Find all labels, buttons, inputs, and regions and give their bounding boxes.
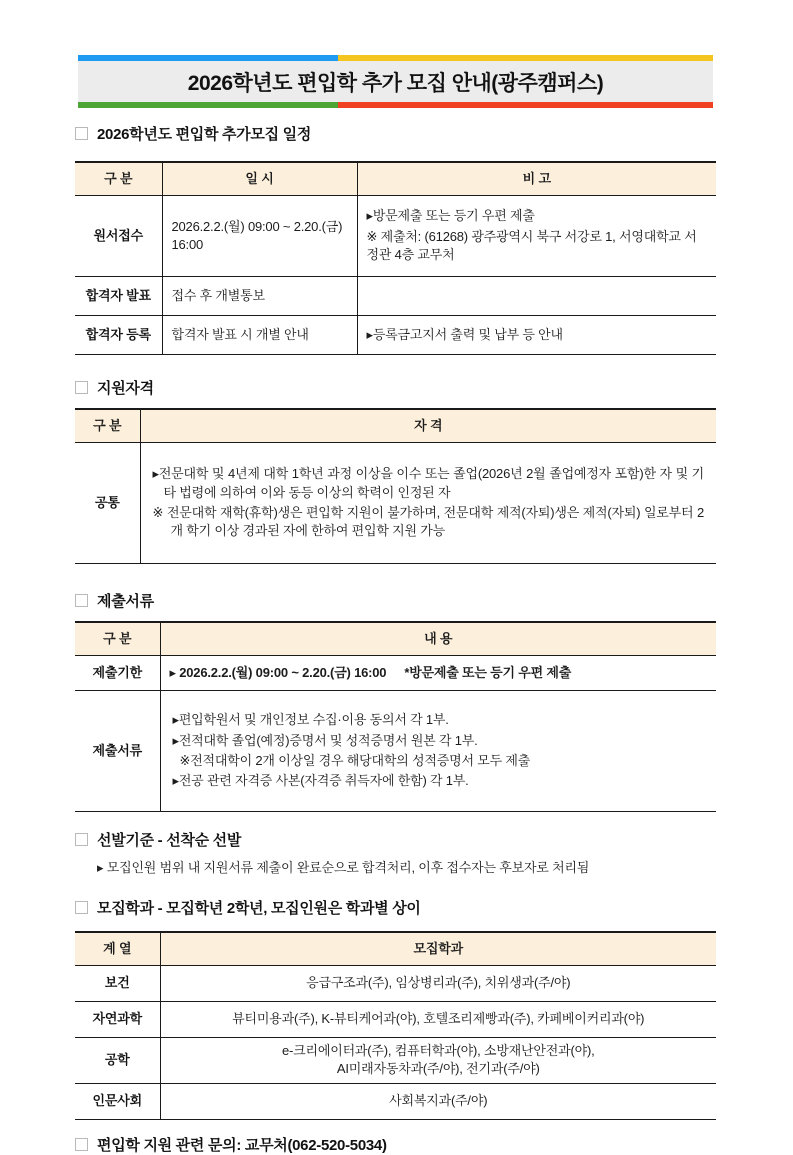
section-heading-eligibility-label: 지원자격	[97, 380, 154, 397]
schedule-col-header-note: 비 고	[357, 162, 716, 196]
schedule-row-note	[357, 196, 716, 277]
departments-col-header-category: 계 열	[75, 932, 160, 966]
banner-bottom-bar-red	[338, 102, 713, 108]
majors-line: e-크리에이터과(주), 컴퓨터학과(야), 소방재난안전과(야),	[281, 1043, 595, 1058]
checkbox-icon	[75, 833, 88, 846]
departments-table	[75, 931, 716, 1120]
eligibility-item: ※ 전문대학 재학(휴학)생은 편입학 지원이 불가하며, 전문대학 제적(자퇴)생은 제적(자퇴) 일로부터 2개 학기 이상 경과된 자에 한하여 편입학 지원 가능	[152, 505, 704, 539]
section-heading-schedule-label: 2026학년도 편입학 추가모집 일정	[97, 126, 312, 143]
document-item: ▸전적대학 졸업(예정)증명서 및 성적증명서 원본 각 1부.	[172, 732, 478, 748]
banner-top-bar-yellow	[338, 55, 713, 61]
checkbox-icon	[75, 901, 88, 914]
section-heading-departments	[75, 897, 716, 918]
table-row	[75, 656, 716, 691]
table-row	[75, 966, 716, 1002]
department-majors	[160, 1038, 716, 1084]
checkbox-icon	[75, 1138, 88, 1151]
schedule-row-label: 합격자 등록	[75, 316, 162, 355]
schedule-row-note	[357, 277, 716, 316]
department-category: 인문사회	[75, 1083, 160, 1119]
document-item: ▸편입학원서 및 개인정보 수집·이용 동의서 각 1부.	[172, 712, 449, 728]
eligibility-table	[75, 408, 716, 564]
documents-docs-list	[160, 691, 716, 812]
deadline-note-text: *방문제출 또는 등기 우편 제출	[404, 664, 572, 680]
department-majors: 응급구조과(주), 임상병리과(주), 치위생과(주/야)	[306, 975, 571, 991]
documents-deadline-label: 제출기한	[75, 656, 160, 691]
section-heading-eligibility	[75, 377, 716, 398]
documents-col-header-content: 내 용	[160, 622, 716, 656]
schedule-row-datetime: 접수 후 개별통보	[162, 277, 357, 316]
department-category: 공학	[75, 1038, 160, 1084]
eligibility-col-header-qualification: 자 격	[140, 409, 716, 443]
note-line: ▸방문제출 또는 등기 우편 제출	[366, 208, 535, 224]
document-item: ※전적대학이 2개 이상일 경우 해당대학의 성적증명서 모두 제출	[179, 753, 531, 768]
checkbox-icon	[75, 127, 88, 140]
documents-docs-label: 제출서류	[75, 691, 160, 812]
documents-table	[75, 621, 716, 812]
document-item: ▸전공 관련 자격증 사본(자격증 취득자에 한함) 각 1부.	[172, 773, 469, 789]
checkbox-icon	[75, 594, 88, 607]
department-category: 자연과학	[75, 1002, 160, 1038]
schedule-table	[75, 161, 716, 355]
schedule-row-label: 원서접수	[75, 196, 162, 277]
banner-bottom-bar	[78, 102, 713, 108]
page-title: 2026학년도 편입학 추가 모집 안내(광주캠퍼스)	[187, 71, 604, 95]
departments-col-header-majors: 모집학과	[160, 932, 716, 966]
section-heading-contact	[75, 1134, 716, 1155]
contact-heading-label: 편입학 지원 관련 문의: 교무처(062-520-5034)	[97, 1136, 387, 1154]
eligibility-row-label: 공통	[75, 443, 140, 564]
schedule-row-datetime: 2026.2.2.(월) 09:00 ~ 2.20.(금) 16:00	[162, 196, 357, 277]
table-row	[75, 443, 716, 564]
schedule-row-datetime: 합격자 발표 시 개별 안내	[162, 316, 357, 355]
banner-bottom-bar-green	[78, 102, 338, 108]
majors-line: AI미래자동차과(주/야), 전기과(주/야)	[336, 1061, 540, 1077]
eligibility-col-header-type: 구 분	[75, 409, 140, 443]
department-majors: 사회복지과(주/야)	[389, 1093, 488, 1109]
table-row	[75, 1083, 716, 1119]
section-heading-selection	[75, 829, 716, 850]
section-heading-documents	[75, 590, 716, 611]
table-row	[75, 1038, 716, 1084]
table-header-row	[75, 622, 716, 656]
schedule-col-header-type: 구 분	[75, 162, 162, 196]
department-category: 보건	[75, 966, 160, 1002]
checkbox-icon	[75, 381, 88, 394]
table-header-row	[75, 932, 716, 966]
banner-top-bar	[78, 55, 713, 61]
schedule-row-note: ▸등록금고지서 출력 및 납부 등 안내	[366, 326, 563, 342]
table-row	[75, 196, 716, 277]
eligibility-row-content	[140, 443, 716, 564]
documents-deadline-value	[160, 656, 716, 691]
section-heading-departments-label: 모집학과 - 모집학년 2학년, 모집인원은 학과별 상이	[97, 900, 421, 917]
section-heading-schedule	[75, 123, 716, 144]
eligibility-item: ▸전문대학 및 4년제 대학 1학년 과정 이상을 이수 또는 졸업(2026년 2월 졸업예정자 포함)한 자 및 기타 법령에 의하여 이와 동등 이상의 학력이 인정된 자	[152, 466, 704, 500]
title-banner	[78, 55, 713, 108]
schedule-col-header-datetime: 일 시	[162, 162, 357, 196]
table-row	[75, 691, 716, 812]
section-heading-documents-label: 제출서류	[97, 593, 154, 610]
table-header-row	[75, 162, 716, 196]
table-row	[75, 1002, 716, 1038]
documents-col-header-type: 구 분	[75, 622, 160, 656]
banner-band	[78, 61, 713, 102]
table-row	[75, 277, 716, 316]
selection-bullet: ▸ 모집인원 범위 내 지원서류 제출이 완료순으로 합격처리, 이후 접수자는 후보자로 처리됨	[97, 860, 590, 875]
deadline-text: ▸ 2026.2.2.(월) 09:00 ~ 2.20.(금) 16:00	[169, 664, 387, 680]
table-row	[75, 316, 716, 355]
banner-top-bar-blue	[78, 55, 338, 61]
department-majors: 뷰티미용과(주), K-뷰티케어과(야), 호텔조리제빵과(주), 카페베이커리과(야)	[232, 1011, 645, 1027]
section-heading-selection-label: 선발기준 - 선착순 선발	[97, 832, 242, 849]
note-line: ※ 제출처: (61268) 광주광역시 북구 서강로 1, 서영대학교 서정관 4층 교무처	[366, 228, 697, 263]
schedule-row-label: 합격자 발표	[75, 277, 162, 316]
table-header-row	[75, 409, 716, 443]
